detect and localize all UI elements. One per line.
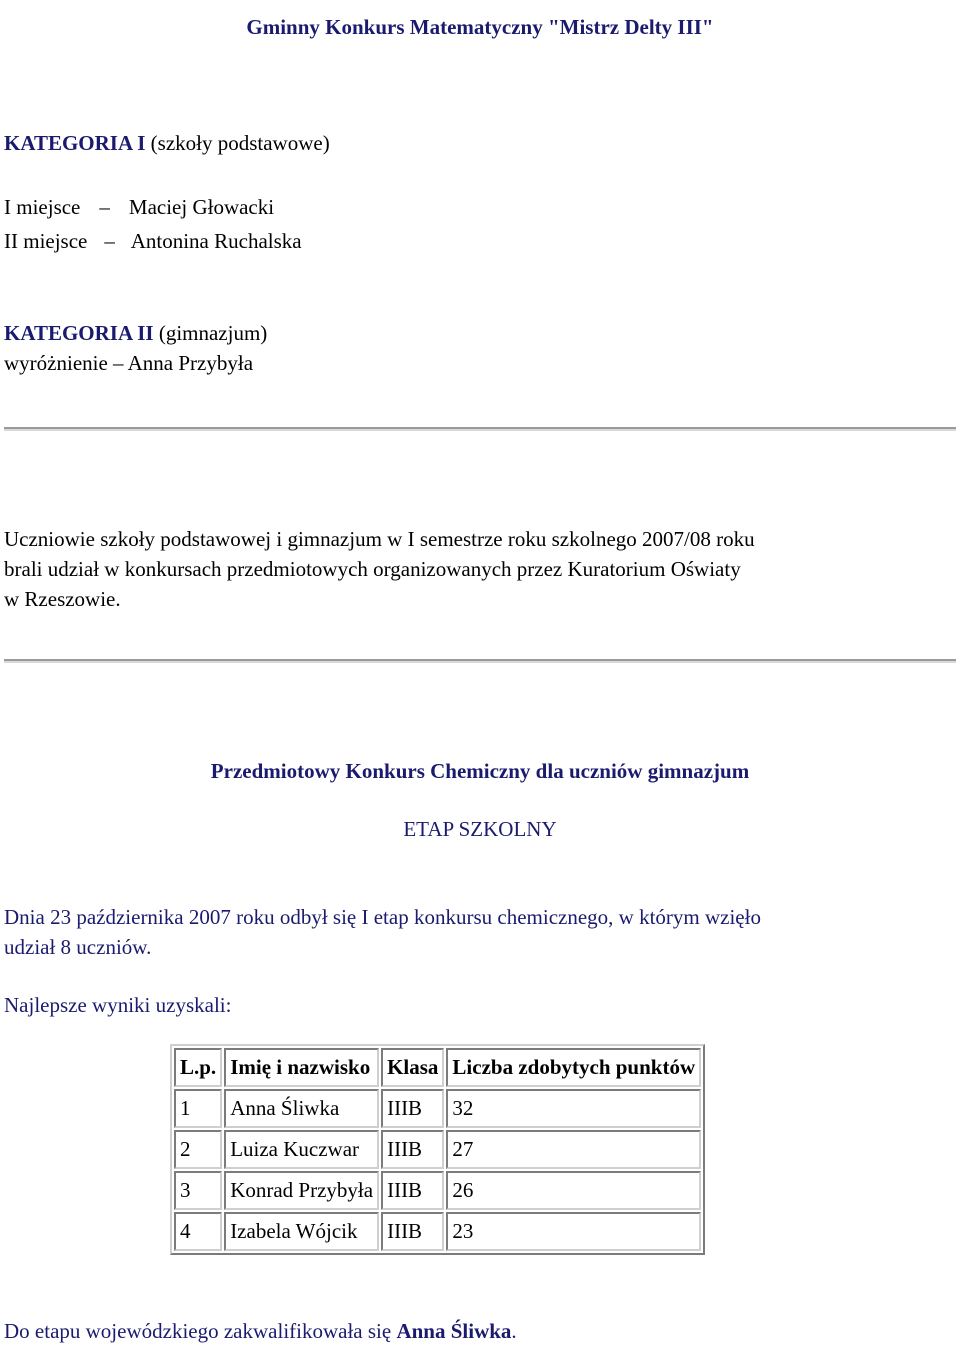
cell-class: IIIB [381,1089,444,1128]
header-class: Klasa [381,1048,444,1087]
category-2-note: (gimnazjum) [158,321,268,345]
cell-class: IIIB [381,1171,444,1210]
place-1-name: Maciej Głowacki [128,195,275,219]
place-2-dash: – [104,229,115,253]
category-1-place-1 [4,192,274,222]
paragraph-1-line-1: Uczniowie szkoły podstawowej i gimnazjum w I semestrze roku szkolnego 2007/08 roku [4,527,755,551]
qualification-suffix: . [511,1319,517,1343]
paragraph-1-line-2: brali udział w konkursach przedmiotowych organizowanych przez Kuratorium Oświaty [4,557,741,581]
cell-class: IIIB [381,1130,444,1169]
cell-name: Izabela Wójcik [224,1212,379,1251]
category-1-place-2 [4,226,302,256]
qualified-student-name: Anna Śliwka [396,1319,512,1343]
place-2-label: II miejsce [4,229,88,253]
category-1-label: KATEGORIA I [4,131,146,155]
place-2-name: Antonina Ruchalska [130,229,302,253]
header-lp: L.p. [174,1048,222,1087]
cell-points: 23 [446,1212,701,1251]
category-2-heading [4,318,267,348]
horizontal-divider [4,427,956,431]
category-2-label: KATEGORIA II [4,321,154,345]
qualification-prefix: Do etapu wojewódzkiego zakwalifikowała się [4,1319,392,1343]
cell-lp: 3 [174,1171,222,1210]
category-2-honor: wyróżnienie – Anna Przybyła [4,351,254,375]
paragraph-2-line-2: udział 8 uczniów. [4,935,152,959]
table-row [174,1130,701,1169]
qualification-note [4,1316,517,1346]
header-points: Liczba zdobytych punktów [446,1048,701,1087]
table-row [174,1171,701,1210]
table-row [174,1212,701,1251]
horizontal-divider [4,659,956,663]
cell-lp: 1 [174,1089,222,1128]
stage-label: ETAP SZKOLNY [403,817,557,841]
cell-class: IIIB [381,1212,444,1251]
cell-lp: 4 [174,1212,222,1251]
header-name: Imię i nazwisko [224,1048,379,1087]
cell-points: 26 [446,1171,701,1210]
cell-points: 27 [446,1130,701,1169]
cell-name: Luiza Kuczwar [224,1130,379,1169]
document-title: Gminny Konkurs Matematyczny "Mistrz Delty III" [246,15,714,39]
cell-lp: 2 [174,1130,222,1169]
place-1-dash: – [99,195,110,219]
place-1-label: I miejsce [4,195,81,219]
paragraph-2-line-1: Dnia 23 października 2007 roku odbył się I etap konkursu chemicznego, w którym wzięło [4,905,761,929]
best-results-intro: Najlepsze wyniki uzyskali: [4,993,232,1017]
category-1-heading [4,128,330,158]
cell-name: Konrad Przybyła [224,1171,379,1210]
cell-points: 32 [446,1089,701,1128]
paragraph-1-line-3: w Rzeszowie. [4,587,121,611]
table-row [174,1089,701,1128]
results-table [170,1044,705,1255]
cell-name: Anna Śliwka [224,1089,379,1128]
category-1-note: (szkoły podstawowe) [150,131,330,155]
table-header-row [174,1048,701,1087]
contest-title: Przedmiotowy Konkurs Chemiczny dla uczniów gimnazjum [210,759,750,783]
